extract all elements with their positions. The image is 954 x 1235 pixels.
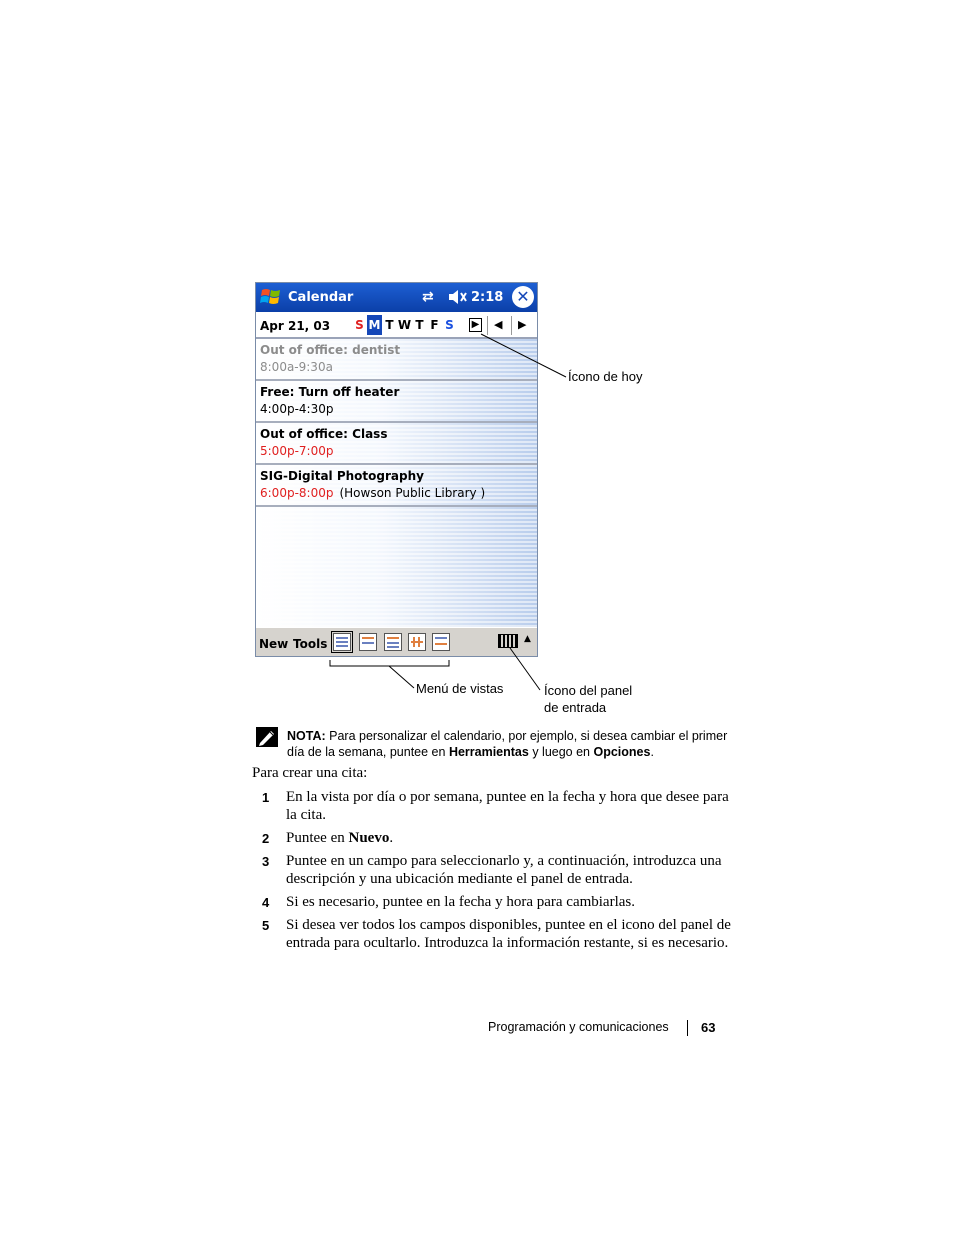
step-text: Puntee en un campo para seleccionarlo y, a continuación, introduzca una descripción y una ubicación mediante el panel de entrada.: [286, 853, 722, 887]
volume-icon[interactable]: [447, 288, 467, 306]
app-title: Calendar: [288, 290, 354, 305]
intro-text: Para crear una cita:: [252, 765, 368, 781]
appointment-title: Out of office: dentist: [260, 343, 401, 357]
step-number: 4: [262, 895, 270, 910]
tools-menu[interactable]: Tools: [293, 637, 328, 651]
note-pencil-icon: [256, 727, 278, 747]
appointment-title: SIG-Digital Photography: [260, 469, 424, 483]
close-button[interactable]: ✕: [512, 286, 534, 308]
step-number: 1: [262, 790, 270, 805]
step-text: Si desea ver todos los campos disponibles, puntee en el icono del panel de entrada para ocultarlo. Introduzca la información restante, si es necesario.: [286, 917, 731, 951]
day-view-icon[interactable]: [359, 633, 377, 651]
note-bold: Herramientas: [448, 745, 529, 759]
step-text: .: [389, 830, 394, 846]
step-number: 2: [262, 831, 270, 846]
appointment-item[interactable]: [256, 465, 537, 507]
calendar-screenshot: [255, 282, 538, 657]
agenda-view-icon[interactable]: [333, 633, 351, 651]
appointment-time: 8:00a-9:30a: [260, 360, 333, 374]
appointment-item[interactable]: [256, 423, 537, 465]
day-tuesday[interactable]: T: [385, 318, 394, 332]
step-text: Si es necesario, puntee en la fecha y hora para cambiarlas.: [286, 894, 635, 910]
year-view-icon[interactable]: [432, 633, 450, 651]
new-menu[interactable]: New: [259, 637, 289, 651]
day-monday[interactable]: M: [367, 315, 382, 335]
day-wednesday[interactable]: W: [397, 318, 412, 332]
note-text: y luego en: [528, 745, 594, 759]
title-bar: [256, 283, 537, 312]
day-friday[interactable]: F: [430, 318, 439, 332]
footer-divider: [687, 1020, 688, 1036]
today-icon[interactable]: ▶: [469, 318, 482, 332]
next-arrow-icon[interactable]: ▶: [518, 318, 527, 331]
week-view-icon[interactable]: [384, 633, 402, 651]
step-number: 3: [262, 854, 270, 869]
callout-views-menu: Menú de vistas: [416, 681, 504, 696]
appointment-item[interactable]: [256, 381, 537, 423]
note-box: [287, 728, 737, 760]
command-bar: [256, 627, 537, 657]
appointment-title: Out of office: Class: [260, 427, 388, 441]
previous-arrow-icon[interactable]: ◀: [494, 318, 503, 331]
step-text: Puntee en: [286, 830, 349, 846]
step-item: [252, 893, 732, 911]
appointment-time: 4:00p-4:30p: [260, 402, 334, 416]
footer-section: Programación y comunicaciones: [488, 1020, 669, 1034]
step-number: 5: [262, 918, 270, 933]
appointment-item[interactable]: [256, 339, 537, 381]
current-date[interactable]: Apr 21, 03: [260, 319, 331, 333]
appointment-title: Free: Turn off heater: [260, 385, 400, 399]
day-thursday[interactable]: T: [415, 318, 424, 332]
divider: [487, 316, 488, 335]
windows-start-icon[interactable]: [259, 286, 283, 308]
step-item: [252, 788, 732, 824]
step-item: [252, 852, 732, 888]
day-sunday[interactable]: S: [355, 318, 364, 332]
appointment-location: (Howson Public Library ): [339, 486, 486, 500]
note-bold: Opciones: [593, 745, 651, 759]
steps-list: [252, 788, 732, 957]
day-saturday[interactable]: S: [445, 318, 454, 332]
callout-input-panel: [544, 682, 632, 716]
callout-today-icon: Ícono de hoy: [568, 369, 643, 384]
step-bold: Nuevo: [348, 830, 390, 846]
date-bar: [256, 312, 537, 339]
divider: [511, 316, 512, 335]
note-text: Para personalizar el calendario, por ejemplo, si desea cambiar el primer día de la semana, puntee en: [287, 729, 728, 759]
sync-icon[interactable]: ⇄: [422, 289, 434, 305]
month-view-icon[interactable]: [408, 633, 426, 651]
step-text: En la vista por día o por semana, puntee en la fecha y hora que desee para la cita.: [286, 789, 729, 823]
callout-input-panel-line: Ícono del panel: [544, 683, 633, 698]
appointment-time: 6:00p-8:00p: [260, 486, 334, 500]
note-text: .: [650, 745, 654, 759]
appointment-time: 5:00p-7:00p: [260, 444, 334, 458]
step-item: [252, 829, 732, 847]
callout-input-panel-line: de entrada: [544, 700, 607, 715]
clock[interactable]: 2:18: [471, 290, 504, 305]
page-number: 63: [701, 1020, 716, 1035]
step-item: [252, 916, 732, 952]
input-panel-arrow-icon[interactable]: ▲: [524, 634, 531, 644]
note-label: NOTA:: [287, 729, 326, 743]
agenda-view: [256, 339, 537, 627]
week-days: [352, 315, 457, 335]
keyboard-icon[interactable]: [498, 634, 518, 648]
